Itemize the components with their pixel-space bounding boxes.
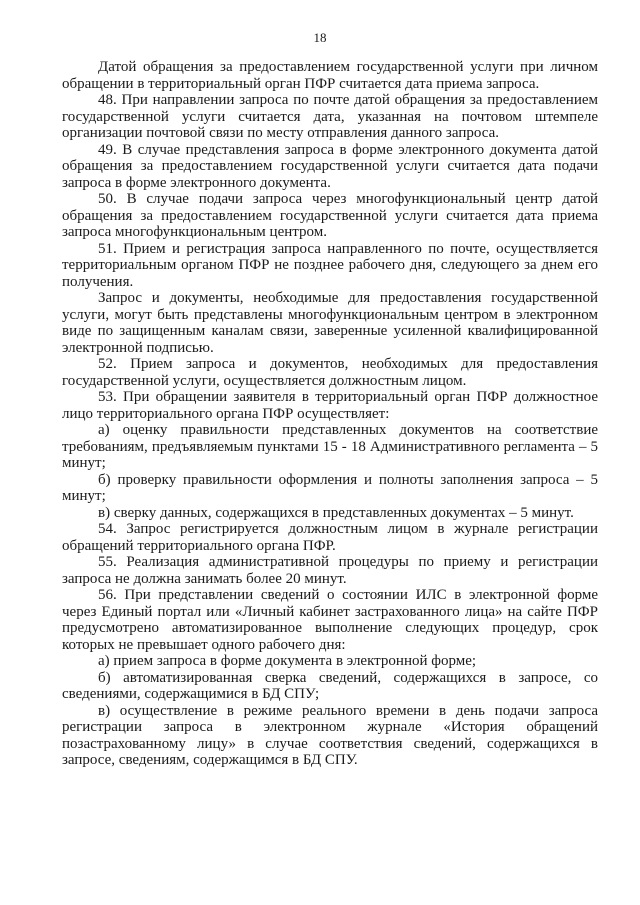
paragraph: а) прием запроса в форме документа в электронной форме; [98,653,477,669]
paragraph: 53. При обращении заявителя в территориальный орган ПФР должностное лицо территориального органа ПФР осуществляет: [62,389,598,422]
paragraph: 51. Прием и регистрация запроса направленного по почте, осуществляется территориальным органом ПФР не позднее рабочего дня, следующего за днем его получения. [62,240,598,290]
paragraph: Датой обращения за предоставлением государственной услуги при личном обращении в территориальный орган ПФР считается дата приема запроса. [62,59,598,92]
paragraph: Запрос и документы, необходимые для предоставления государственной услуги, могут быть представлены многофункциональным центром в электронном виде по защищенным каналам связи, заверенные усиленной квалифицированной электронной подписью. [62,290,598,356]
paragraph: 56. При представлении сведений о состоянии ИЛС в электронной форме через Единый портал или «Личный кабинет застрахованного лица» на сайте ПФР предусмотрено автоматизированное выполнение следующих процедур, срок которых не превышает одного рабочего дня: [62,587,598,653]
paragraph: в) сверку данных, содержащихся в представленных документах – 5 минут. [98,504,574,521]
document-body [62,59,598,769]
paragraph: 49. В случае представления запроса в форме электронного документа датой обращения за предоставлением государственной услуги считается дата подачи запроса в форме электронного документа. [62,141,598,191]
paragraph: 48. При направлении запроса по почте датой обращения за предоставлением государственной услуги считается дата, указанная на почтовом штемпеле организации почтовой связи по месту отправления данного запроса. [62,92,598,141]
paragraph: б) проверку правильности оформления и полноты заполнения запроса – 5 минут; [62,471,598,504]
paragraph: б) автоматизированная сверка сведений, содержащихся в запросе, со сведениями, содержащимися в БД СПУ; [62,669,598,702]
paragraph: в) осуществление в режиме реального времени в день подачи запроса регистрации запроса в электронном журнале «История обращений позастрахованному лицу» в случае соответствия сведений, содержащихся в запросе, сведениям, содержащимся в БД СПУ. [62,702,598,768]
paragraph: 52. Прием запроса и документов, необходимых для предоставления государственной услуги, осуществляется должностным лицом. [62,356,598,389]
paragraph: 54. Запрос регистрируется должностным лицом в журнале регистрации обращений территориального органа ПФР. [62,521,598,554]
paragraph: 50. В случае подачи запроса через многофункциональный центр датой обращения за предоставлением государственной услуги считается дата приема запроса многофункциональным центром. [62,191,598,240]
paragraph: а) оценку правильности представленных документов на соответствие требованиям, предъявляемым пунктами 15 - 18 Административного регламента – 5 минут; [62,422,598,471]
page-number: 18 [313,30,327,45]
paragraph: 55. Реализация административной процедуры по приему и регистрации запроса не должна занимать более 20 минут. [62,554,598,587]
